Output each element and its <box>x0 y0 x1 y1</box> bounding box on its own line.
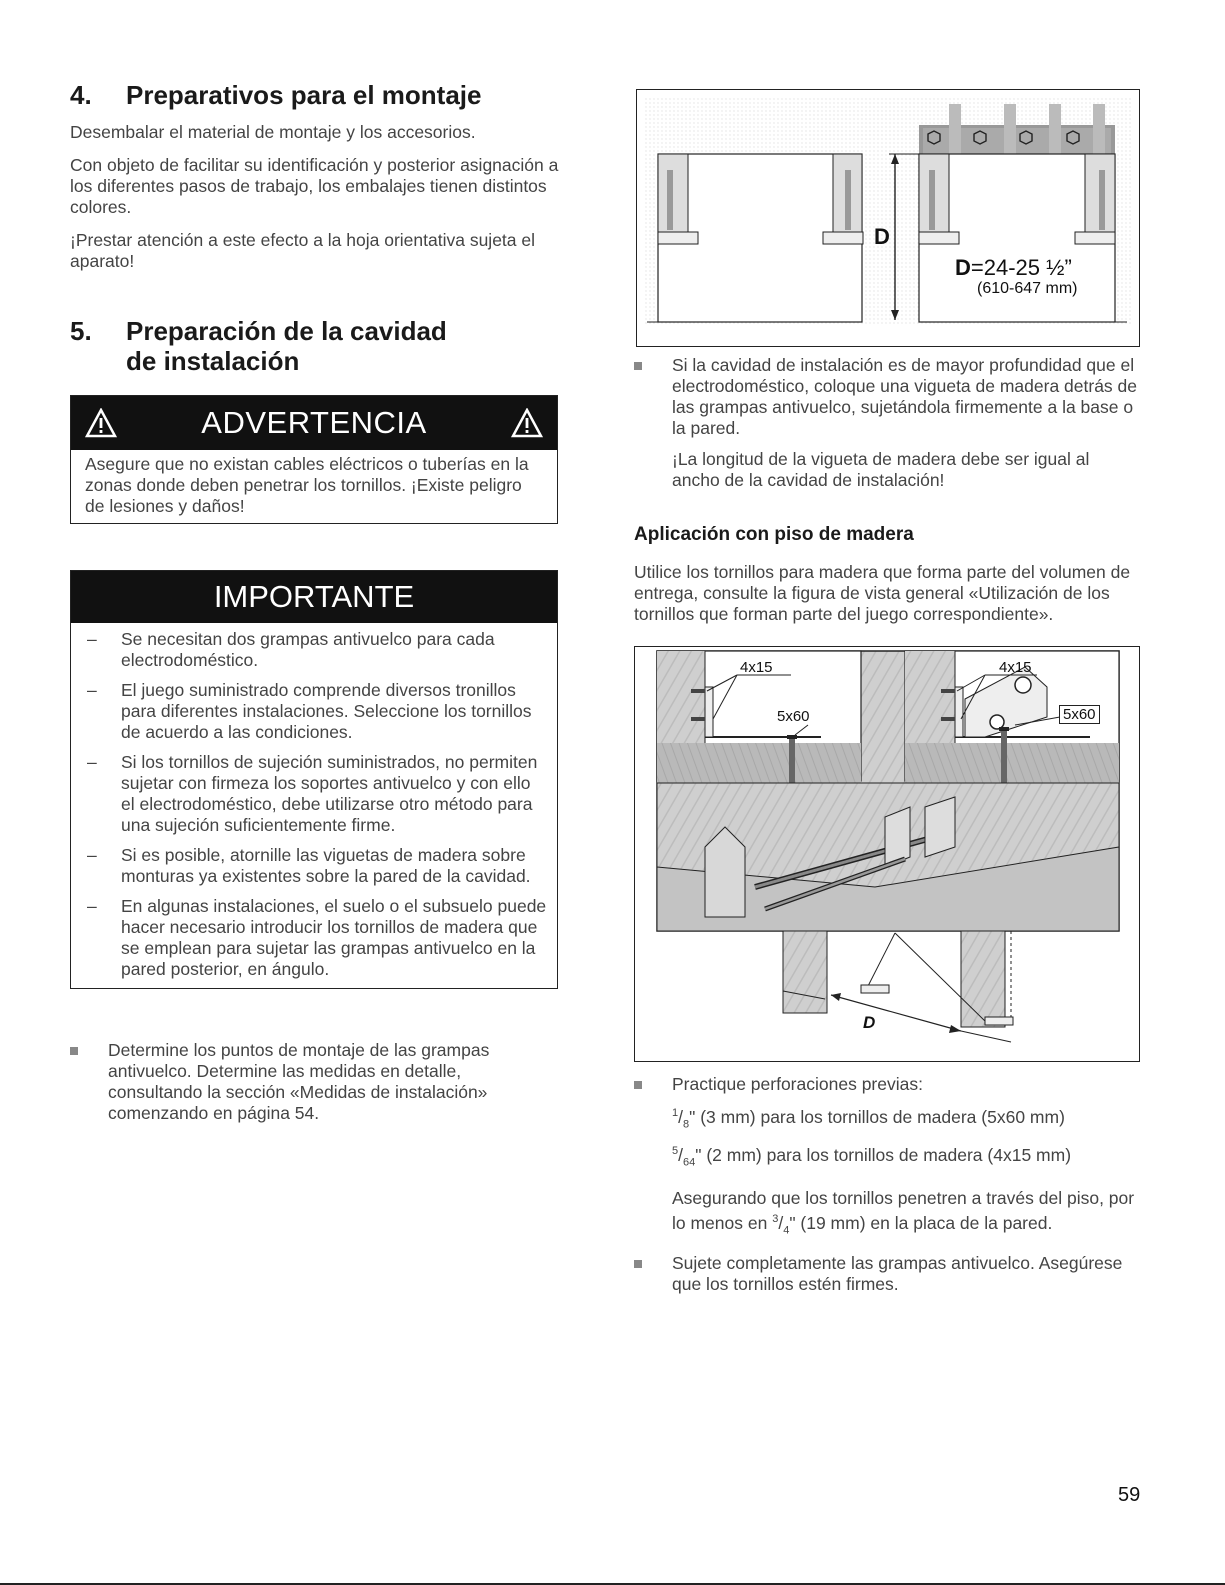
paragraph: ¡Prestar atención a este efecto a la hoja orientativa sujeta el aparato! <box>70 230 535 271</box>
wood-floor-heading: Aplicación con piso de madera <box>634 524 914 545</box>
screw-label: 4x15 <box>740 659 773 676</box>
warning-header <box>71 396 557 450</box>
page-number: 59 <box>1118 1484 1141 1506</box>
drill-spec: $^1/_8$" (3 mm) para los tornillos de madera (5x60 mm) <box>672 1106 1065 1131</box>
list-item: Sujete completamente las grampas antivuelco. Asegúrese que los tornillos estén firmes. <box>630 1253 1140 1295</box>
list-item: – En algunas instalaciones, el suelo o el subsuelo puede hacer necesario introducir los tornillos de madera que se emplean para sujetar las grampas antivuelco en la pared posterior, en ángulo. <box>87 896 547 979</box>
list-item: – Se necesitan dos grampas antivuelco para cada electrodoméstico. <box>87 629 495 670</box>
warning-triangle-icon <box>511 408 543 438</box>
screw-label: 5x60 <box>1059 705 1100 724</box>
right-bullet-1 <box>630 355 1140 503</box>
bullet-square-icon <box>70 1047 78 1055</box>
wood-floor-figure <box>634 646 1140 1062</box>
depth-label: D <box>874 224 890 249</box>
warning-text: Asegure que no existan cables eléctricos o tuberías en la zonas donde deben penetrar los tornillos. ¡Existe peligro de lesiones y daños! <box>85 454 529 516</box>
important-box <box>70 570 558 989</box>
warning-title: ADVERTENCIA <box>201 405 427 440</box>
list-item: – El juego suministrado comprende diversos tronillos para diferentes instalaciones. Seleccione los tornillos de acuerdo a las condiciones. <box>87 680 532 742</box>
drill-spec: $^5/_{64}$" (2 mm) para los tornillos de madera (4x15 mm) <box>672 1145 1072 1169</box>
screw-label: 4x15 <box>999 659 1032 676</box>
cavity-depth-drawing <box>637 90 1139 346</box>
drill-bullet <box>630 1074 1140 1295</box>
important-title: IMPORTANTE <box>71 571 557 623</box>
warning-box <box>70 395 558 524</box>
section-5-heading: 5. Preparación de la cavidad de instalación <box>70 316 447 376</box>
list-item: – Si es posible, atornille las viguetas de madera sobre monturas ya existentes sobre la pared de la cavidad. <box>87 845 531 886</box>
bullet-square-icon <box>634 1081 642 1089</box>
bullet-square-icon <box>634 1260 642 1268</box>
section-4 <box>70 80 560 284</box>
cavity-depth-figure <box>636 89 1140 347</box>
list-item: Practique perforaciones previas: <box>630 1074 1140 1095</box>
section-4-heading: 4. Preparativos para el montaje <box>70 80 482 110</box>
list-item: – Si los tornillos de sujeción suministrados, no permiten sujetar con firmeza los soportes antivuelco y con ello el electrodoméstico, debe utilizarse otro método para una sujeción suficientemente firme. <box>87 752 538 835</box>
list-item: Determine los puntos de montaje de las grampas antivuelco. Determine las medidas en detalle, consultando la sección «Medidas de instalación» comenzando en página 54. <box>66 1040 546 1124</box>
list-item: Si la cavidad de instalación es de mayor profundidad que el electrodoméstico, coloque una vigueta de madera detrás de las grampas antivuelco, sujetándola firmemente a la base o la pared. <box>630 355 1140 439</box>
paragraph: Desembalar el material de montaje y los accesorios. <box>70 122 476 142</box>
bullet-square-icon <box>634 362 642 370</box>
depth-dimension: D=24-25 ½” <box>955 255 1072 280</box>
note: ¡La longitud de la vigueta de madera debe ser igual al ancho de la cavidad de instalación! <box>672 449 1090 490</box>
screw-label: 5x60 <box>777 708 810 725</box>
drill-note: Asegurando que los tornillos penetren a través del piso, por lo menos en $^3/_4$" (19 mm) en la placa de la pared. <box>672 1187 1135 1236</box>
important-list <box>71 623 557 988</box>
paragraph: Con objeto de facilitar su identificación y posterior asignación a los diferentes pasos de trabajo, los embalajes tienen distintos colores. <box>70 155 559 217</box>
wood-floor-text: Utilice los tornillos para madera que forma parte del volumen de entrega, consulte la figura de vista general «Utilización de los tornillos que forman parte del juego correspondiente». <box>634 562 1131 624</box>
depth-dimension-mm: (610-647 mm) <box>977 280 1078 297</box>
depth-label: D <box>863 1013 876 1032</box>
warning-triangle-icon <box>85 408 117 438</box>
